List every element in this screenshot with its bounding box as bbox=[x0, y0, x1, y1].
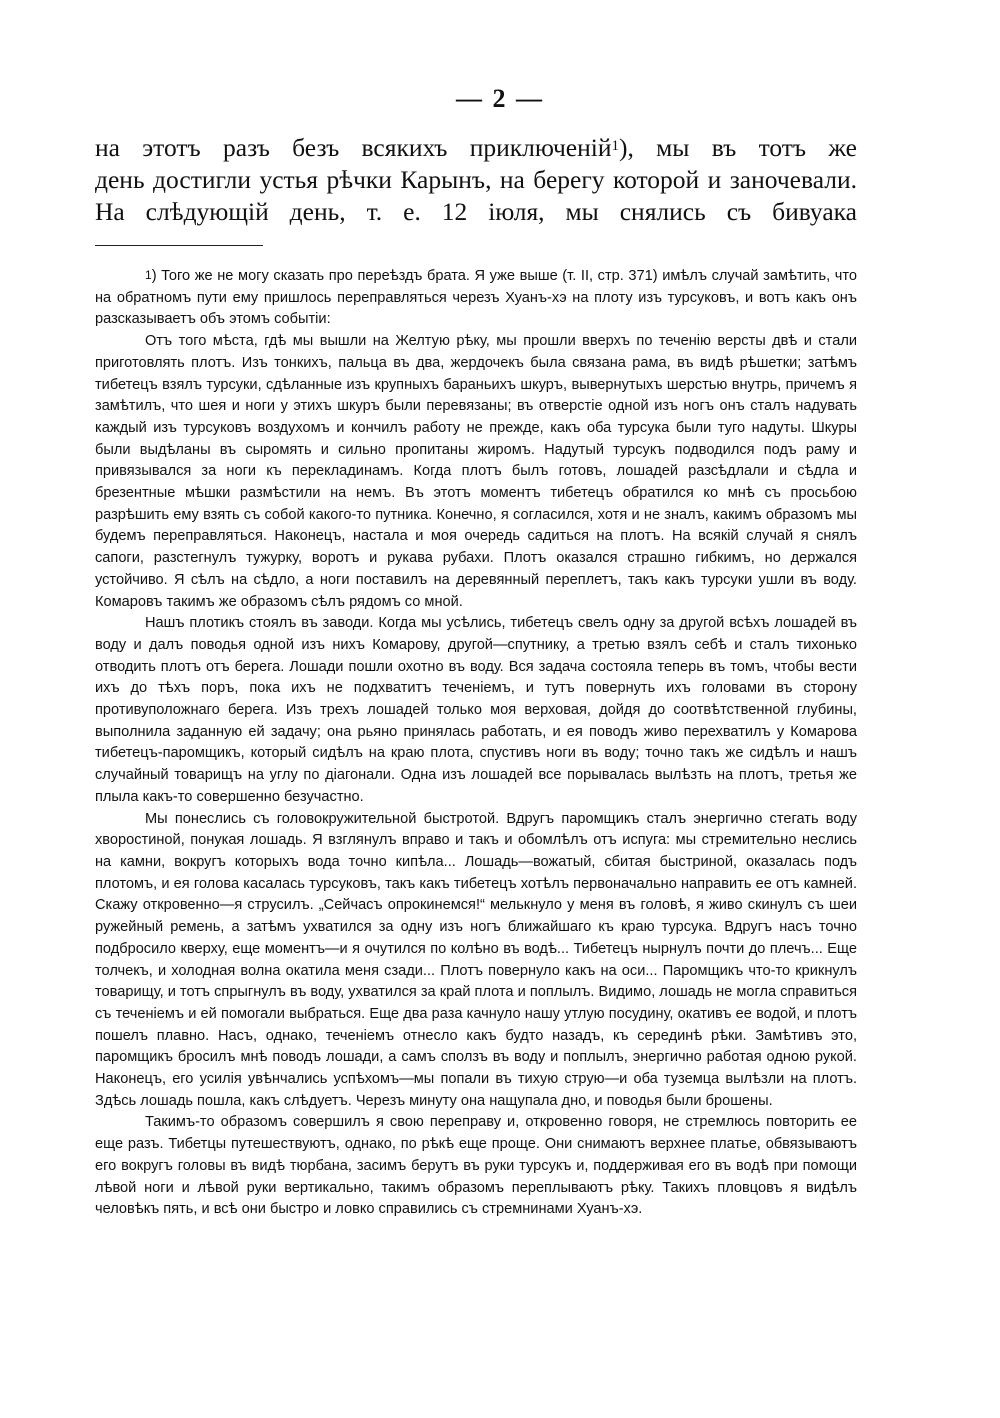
main-text-line-3: На слѣдующiй день, т. е. 12 iюля, мы снялись съ бивуака bbox=[95, 197, 857, 226]
footnote-reference: 1 bbox=[611, 138, 620, 154]
main-text-line-1-end: ), мы въ тотъ же bbox=[619, 133, 857, 162]
page-number: — 2 — bbox=[456, 84, 544, 113]
main-text bbox=[95, 132, 857, 228]
footnote-paragraph-5: Такимъ-то образомъ совершилъ я свою переправу и, откровенно говоря, не стремлюсь повторить ее еще разъ. Тибетцы путешествуютъ, однако, по рѣкѣ еще проще. Они снимаютъ верхнее платье, обвязываютъ его вокругъ головы въ видѣ тюрбана, засимъ берутъ въ руки турсукъ и, поддерживая его въ водѣ при помощи лѣвой ноги и лѣвой руки вертикально, такимъ образомъ переплываютъ рѣку. Такихъ пловцовъ я видѣлъ человѣкъ пять, и всѣ они быстро и ловко справились съ стремнинами Хуанъ-хэ. bbox=[95, 1114, 857, 1218]
footnote-paragraph-2: Отъ того мѣста, гдѣ мы вышли на Желтую рѣку, мы прошли вверхъ по теченiю версты двѣ и стали приготовлять плотъ. Изъ тонкихъ, пальца въ два, жердочекъ была связана рама, въ видѣ рѣшетки; затѣмъ тибетецъ взялъ турсуки, сдѣланные изъ крупныхъ бараньихъ шкуръ, вывернутыхъ шерстью внутрь, причемъ я замѣтилъ, что шея и ноги у этихъ шкуръ были перевязаны; въ отверстiе одной изъ ногъ онъ сталъ надувать каждый изъ турсуковъ воздухомъ и кончилъ работу не прежде, какъ оба турсука были туго надуты. Шкуры были выдѣланы въ сыромять и сильно пропитаны жиромъ. Надутый турсукъ подводился подъ раму и привязывался за ноги къ перекладинамъ. Когда плотъ былъ готовъ, лошадей разсѣдлали и сѣдла и брезентные мѣшки размѣстили на немъ. Въ этотъ моментъ тибетецъ обратился ко мнѣ съ просьбою разрѣшить ему взять съ собой какого-то путника. Конечно, я согласился, хотя и не зналъ, какимъ образомъ мы будемъ переправляться. Наконецъ, настала и моя очередь садиться на плотъ. На всякiй случай я снялъ сапоги, разстегнулъ тужурку, воротъ и рукава рубахи. Плотъ оказался страшно гибкимъ, но держался устойчиво. Я сѣлъ на сѣдло, а ноги поставилъ на деревянный переплетъ, такъ какъ турсуки ушли въ воду. Комаровъ такимъ же образомъ сѣлъ рядомъ со мной. bbox=[95, 333, 857, 610]
footnote-marker: 1 bbox=[145, 268, 152, 282]
footnote-separator bbox=[95, 245, 263, 246]
main-text-line-1 bbox=[95, 132, 857, 164]
footnote-paragraph-1 bbox=[95, 266, 857, 331]
footnote-paragraph-3: Нашъ плотикъ стоялъ въ заводи. Когда мы усѣлись, тибетецъ свелъ одну за другой всѣхъ лошадей въ воду и далъ поводья одной изъ нихъ Комарову, другой—спутнику, а третью взялъ себѣ и сталъ тихонько отводить плотъ отъ берега. Лошади пошли охотно въ воду. Вся задача состояла теперь въ томъ, чтобы вести ихъ до тѣхъ поръ, пока ихъ не подхватитъ теченiемъ, и тутъ повернуть ихъ головами въ сторону противуположнаго берега. Изъ трехъ лошадей только моя верховая, дойдя до соотвѣтственной глубины, выполнила заданную ей задачу; она рьяно принялась работать, и ея поводъ живо перехватилъ у Комарова тибетецъ-паромщикъ, который сидѣлъ на краю плота, спустивъ ноги въ воду; точно такъ же сидѣлъ и нашъ случайный товарищъ на углу по дiагонали. Одна изъ лошадей все порывалась вылѣзть на плотъ, третья же плыла какъ-то совершенно безучастно. bbox=[95, 615, 857, 805]
main-text-line-1-start: на этотъ разъ безъ всякихъ приключенiй bbox=[95, 133, 612, 162]
footnote bbox=[95, 266, 857, 1221]
footnote-paragraph-1-text: ) Того же не могу сказать про переѣздъ брата. Я уже выше (т. II, стр. 371) имѣлъ случай замѣтить, что на обратномъ пути ему пришлось переправляться черезъ Хуанъ-хэ на плоту изъ турсуковъ, и вотъ какъ онъ разсказываетъ объ этомъ событiи: bbox=[95, 268, 857, 328]
footnote-paragraph-4: Мы понеслись съ головокружительной быстротой. Вдругъ паромщикъ сталъ энергично стегать воду хворостиной, понукая лошадь. Я взглянулъ вправо и такъ и обомлѣлъ отъ испуга: мы стремительно неслись на камни, вокругъ которыхъ вода точно кипѣла... Лошадь—вожатый, сбитая быстриной, оказалась подъ плотомъ, и ея голова касалась турсуковъ, такъ какъ тибетецъ хотѣлъ первоначально направить ее отъ камней. Скажу откровенно—я струсилъ. „Сейчасъ опрокинемся!“ мелькнуло у меня въ головѣ, я живо скинулъ съ шеи ружейный ремень, а затѣмъ ухватился за одну изъ ногъ ближайшаго къ краю турсука. Вдругъ насъ точно подбросило кверху, еще моментъ—и я очутился по колѣно въ водѣ... Тибетецъ нырнулъ почти до плечъ... Еще толчекъ, и холодная волна окатила меня сзади... Плотъ повернуло какъ на оси... Паромщикъ что-то крикнулъ товарищу, и тотъ спрыгнулъ въ воду, ухватился за край плота и поплылъ. Видимо, лошадь не могла справиться съ теченiемъ и ей помогали выбраться. Еще два раза качнуло нашу утлую посудину, окативъ ее водой, и плотъ пошелъ плавно. Насъ, однако, теченiемъ отнесло какъ будто назадъ, къ серединѣ рѣки. Замѣтивъ это, паромщикъ бросилъ мнѣ поводъ лошади, а самъ сползъ въ воду и поплылъ, энергично работая одною рукой. Наконецъ, его усилiя увѣнчались успѣхомъ—мы попали въ тихую струю—и оба туземца вылѣзли на плотъ. Здѣсь лошадь пошла, какъ слѣдуетъ. Черезъ минуту она нащупала дно, и поводья были брошены. bbox=[95, 810, 857, 1109]
main-text-line-2: день достигли устья рѣчки Карынъ, на берегу которой и заночевали. bbox=[95, 165, 857, 194]
